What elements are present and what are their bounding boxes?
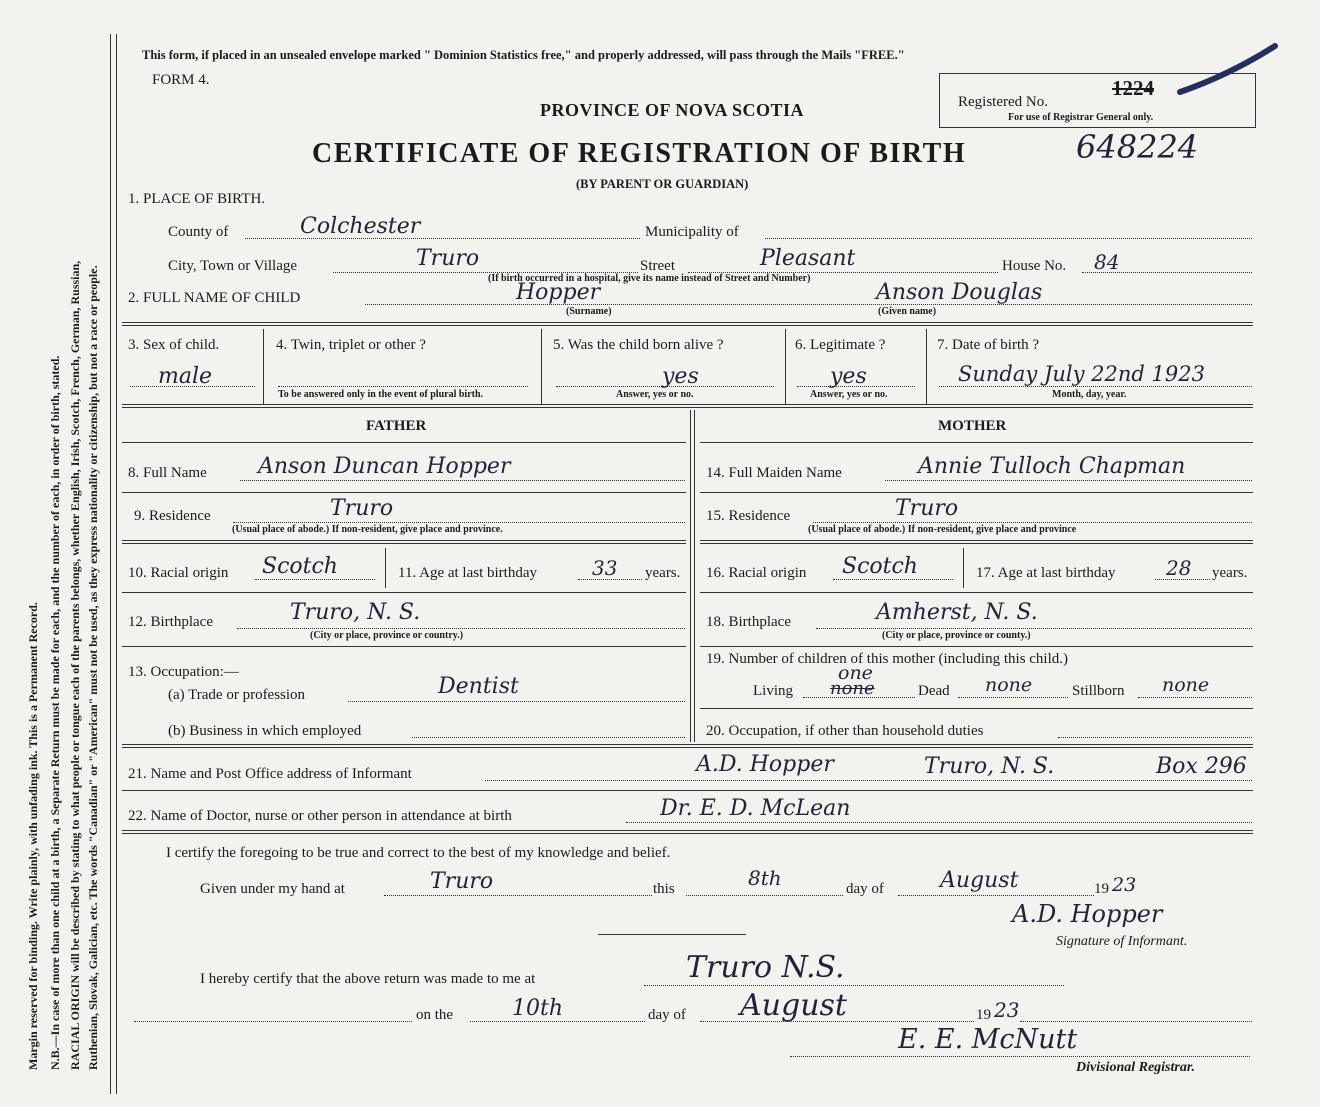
father-age-label: 11. Age at last birthday: [398, 565, 537, 581]
place-of-birth-heading: 1. PLACE OF BIRTH.: [128, 191, 266, 207]
mother-occupation-line: [1058, 737, 1252, 738]
margin-note-nb: N.B.—In case of more than one child at a birth, a Separate Return must be made for each, and the number of each, in order of birth, stated.: [48, 355, 62, 1070]
stillborn-line: [1138, 697, 1252, 698]
legitimate-caption: Answer, yes or no.: [810, 389, 888, 400]
father-birthplace-line: [237, 628, 685, 629]
living-value: one: [838, 662, 873, 684]
registrar-note: For use of Registrar General only.: [1008, 112, 1154, 123]
divider: [700, 540, 1253, 544]
father-residence-label: 9. Residence: [134, 508, 211, 524]
divider: [122, 790, 1253, 791]
municipality-line: [765, 238, 1252, 239]
return-day-line: [470, 1021, 645, 1022]
child-given-name: Anson Douglas: [876, 280, 1043, 305]
city-value: Truro: [416, 246, 480, 271]
given-name-caption: (Given name): [878, 306, 937, 317]
divider: [700, 646, 1253, 647]
father-race-label: 10. Racial origin: [128, 565, 229, 581]
divider: [122, 404, 1253, 408]
given-year-prefix: 19: [1094, 881, 1109, 897]
mother-residence-caption: (Usual place of abode.) If non-resident, give place and province: [808, 524, 1077, 535]
mother-name-line: [885, 480, 1252, 481]
divider: [700, 492, 1253, 493]
twin-line: [278, 386, 528, 387]
divider: [541, 329, 542, 404]
return-text: I hereby certify that the above return was made to me at: [200, 971, 536, 987]
signature-caption: Signature of Informant.: [1056, 934, 1188, 949]
street-label: Street: [640, 258, 675, 274]
margin-rule-inner: [116, 34, 117, 1094]
child-surname: Hopper: [516, 280, 601, 305]
divider: [785, 329, 786, 404]
column-divider: [690, 410, 691, 742]
given-day: 8th: [748, 866, 782, 890]
given-day-of-label: day of: [846, 881, 884, 897]
return-tail-line: [1020, 1021, 1252, 1022]
given-place-line: [384, 895, 652, 896]
divider: [963, 548, 964, 588]
mother-heading: MOTHER: [938, 418, 1007, 434]
mother-birthplace-value: Amherst, N. S.: [876, 600, 1038, 625]
children-label: 19. Number of children of this mother (including this child.): [706, 651, 1069, 667]
margin-note-racial-cont: Ruthenian, Slovak, Galician, etc. The words "Canadian" or "American" must not be used, as they express nationality or citizenship, but not a race or people.: [86, 265, 100, 1070]
father-heading: FATHER: [366, 418, 427, 434]
sex-value: male: [158, 364, 213, 389]
city-label: City, Town or Village: [168, 258, 298, 274]
informant-box: Box 296: [1156, 754, 1247, 779]
mother-age-value: 28: [1166, 556, 1192, 580]
informant-line: [485, 780, 1252, 781]
father-residence-value: Truro: [330, 496, 394, 521]
stillborn-value: none: [1162, 674, 1210, 696]
father-race-line: [255, 579, 375, 580]
living-struck-value: none: [830, 678, 875, 699]
trade-value: Dentist: [438, 674, 519, 699]
mother-race-label: 16. Racial origin: [706, 565, 807, 581]
alive-label: 5. Was the child born alive ?: [553, 337, 724, 353]
informant-name: A.D. Hopper: [696, 752, 834, 777]
house-value: 84: [1094, 250, 1120, 274]
informant-label: 21. Name and Post Office address of Informant: [128, 766, 412, 782]
occupation-heading: 13. Occupation:—: [128, 664, 239, 680]
margin-note-binding: Margin reserved for binding. Write plainly, with unfading ink. This is a Permanent Record.: [26, 602, 40, 1070]
on-the-label: on the: [416, 1007, 454, 1023]
father-birthplace-value: Truro, N. S.: [290, 600, 421, 625]
mother-name-label: 14. Full Maiden Name: [706, 465, 842, 481]
province-heading: PROVINCE OF NOVA SCOTIA: [540, 100, 805, 120]
twin-note: To be answered only in the event of plural birth.: [278, 389, 484, 400]
stillborn-label: Stillborn: [1072, 683, 1125, 699]
return-month: August: [740, 988, 847, 1023]
business-label: (b) Business in which employed: [168, 723, 362, 739]
registration-number: 648224: [1076, 128, 1199, 166]
county-value: Colchester: [300, 214, 421, 239]
twin-label: 4. Twin, triplet or other ?: [276, 337, 426, 353]
form-number: FORM 4.: [152, 72, 210, 88]
mother-birthplace-label: 18. Birthplace: [706, 614, 791, 630]
street-value: Pleasant: [760, 246, 856, 271]
mother-age-unit: years.: [1212, 565, 1248, 581]
return-place-line: [644, 985, 1064, 986]
dob-label: 7. Date of birth ?: [937, 337, 1040, 353]
certify-text: I certify the foregoing to be true and correct to the best of my knowledge and belief.: [166, 845, 671, 861]
doctor-line: [626, 822, 1252, 823]
return-place: Truro N.S.: [686, 950, 845, 985]
father-name-line: [240, 480, 685, 481]
dead-line: [958, 697, 1068, 698]
given-day-line: [686, 895, 843, 896]
this-label: this: [653, 881, 675, 897]
return-year: 23: [994, 998, 1020, 1022]
divider: [700, 592, 1253, 593]
return-day: 10th: [512, 996, 564, 1021]
divider: [122, 442, 686, 443]
legitimate-label: 6. Legitimate ?: [795, 337, 886, 353]
divider: [122, 646, 686, 647]
certificate-title: CERTIFICATE OF REGISTRATION OF BIRTH: [312, 138, 967, 169]
mother-name-value: Annie Tulloch Chapman: [918, 454, 1186, 479]
given-place: Truro: [430, 869, 494, 894]
mother-race-value: Scotch: [842, 554, 918, 579]
divider: [122, 830, 1253, 834]
legitimate-value: yes: [830, 364, 867, 389]
divider: [122, 592, 686, 593]
living-label: Living: [753, 683, 793, 699]
municipality-label: Municipality of: [645, 224, 739, 240]
father-birthplace-caption: (City or place, province or country.): [310, 630, 464, 641]
dob-line: [939, 386, 1252, 387]
hospital-note: (If birth occurred in a hospital, give its name instead of Street and Number): [488, 273, 811, 284]
registrar-signature: E. E. McNutt: [898, 1024, 1078, 1055]
registered-label: Registered No.: [958, 94, 1048, 110]
divider: [122, 492, 686, 493]
alive-caption: Answer, yes or no.: [616, 389, 694, 400]
father-residence-line: [233, 522, 685, 523]
doctor-name: Dr. E. D. McLean: [660, 796, 851, 821]
sex-label: 3. Sex of child.: [128, 337, 220, 353]
mother-age-label: 17. Age at last birthday: [976, 565, 1116, 581]
mother-residence-value: Truro: [895, 496, 959, 521]
divider: [700, 708, 1253, 709]
registered-struck-number: 1224: [1112, 76, 1154, 100]
return-lead-line: [134, 1021, 412, 1022]
registrar-caption: Divisional Registrar.: [1076, 1060, 1196, 1075]
dead-value: none: [985, 674, 1033, 696]
child-name-label: 2. FULL NAME OF CHILD: [128, 290, 301, 306]
father-name-value: Anson Duncan Hopper: [258, 454, 511, 479]
dead-label: Dead: [918, 683, 950, 699]
mother-residence-line: [813, 522, 1252, 523]
father-age-value: 33: [592, 556, 618, 580]
informant-town: Truro, N. S.: [924, 754, 1055, 779]
divider: [263, 329, 264, 404]
strike-mark-icon: [1175, 40, 1280, 100]
father-race-value: Scotch: [262, 554, 338, 579]
mother-residence-label: 15. Residence: [706, 508, 791, 524]
informant-signature: A.D. Hopper: [1012, 900, 1163, 928]
mother-birthplace-caption: (City or place, province or county.): [882, 630, 1031, 641]
father-name-label: 8. Full Name: [128, 465, 207, 481]
father-residence-caption: (Usual place of abode.) If non-resident, give place and province.: [232, 524, 503, 535]
father-age-unit: years.: [645, 565, 681, 581]
surname-caption: (Surname): [566, 306, 612, 317]
margin-note-racial: RACIAL ORIGIN will be described by stating to what people or tongue each of the parents belongs, whether English, Irish, Scotch, French, German, Russian,: [68, 260, 82, 1070]
divider: [122, 540, 686, 544]
given-label: Given under my hand at: [200, 881, 345, 897]
father-birthplace-label: 12. Birthplace: [128, 614, 213, 630]
business-line: [412, 737, 685, 738]
mother-occupation-label: 20. Occupation, if other than household duties: [706, 723, 984, 739]
alive-value: yes: [662, 364, 699, 389]
doctor-label: 22. Name of Doctor, nurse or other person in attendance at birth: [128, 808, 512, 824]
margin-rule: [110, 34, 111, 1094]
certificate-subtitle: (BY PARENT OR GUARDIAN): [576, 177, 749, 191]
county-label: County of: [168, 224, 229, 240]
divider: [700, 442, 1253, 443]
return-day-of-label: day of: [648, 1007, 686, 1023]
child-name-line: [365, 304, 1252, 305]
divider: [598, 934, 746, 935]
divider: [385, 548, 386, 588]
divider: [122, 744, 1253, 748]
registrar-signature-line: [790, 1056, 1250, 1057]
mother-birthplace-line: [816, 628, 1252, 629]
dob-caption: Month, day, year.: [1052, 389, 1127, 400]
divider: [122, 322, 1253, 326]
house-label: House No.: [1002, 258, 1067, 274]
dob-value: Sunday July 22nd 1923: [958, 362, 1205, 386]
trade-line: [348, 701, 685, 702]
divider: [926, 329, 927, 404]
given-year: 23: [1112, 874, 1137, 896]
given-month-line: [898, 895, 1094, 896]
column-divider: [694, 410, 695, 742]
given-month: August: [940, 868, 1019, 893]
mother-race-line: [833, 579, 953, 580]
return-year-prefix: 19: [976, 1007, 991, 1023]
trade-label: (a) Trade or profession: [168, 687, 306, 703]
postal-notice: This form, if placed in an unsealed envelope marked " Dominion Statistics free," and properly addressed, will pass through the Mails "FREE.": [142, 48, 905, 62]
